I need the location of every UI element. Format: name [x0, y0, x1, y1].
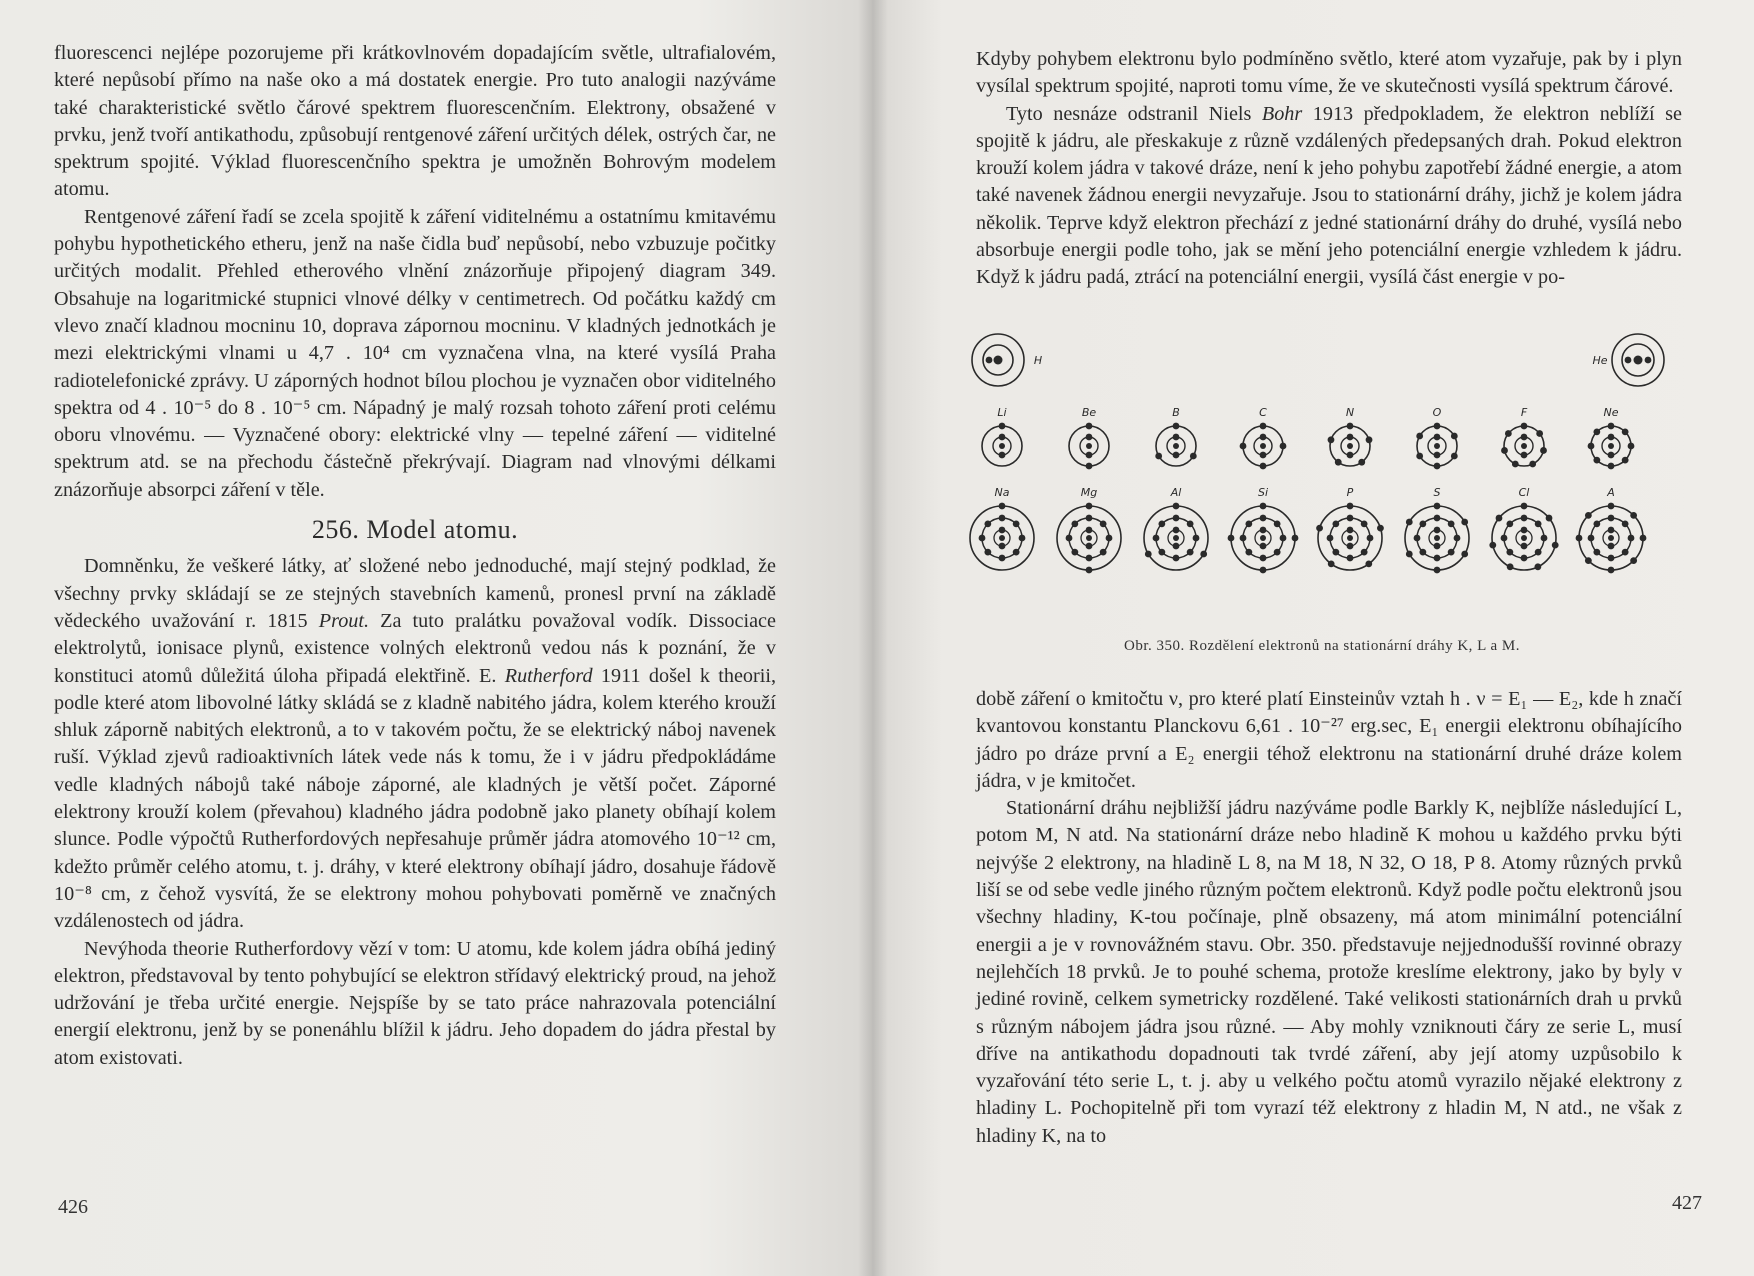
figure-caption: Obr. 350. Rozdělení elektronů na stationární dráhy K, L a M.: [1123, 638, 1521, 654]
atom-c-label: C: [1259, 406, 1267, 419]
atom-a-l-electron: [1593, 549, 1600, 556]
atom-na-label: Na: [994, 486, 1010, 499]
atom-na-k-electron: [999, 527, 1006, 534]
author-prout: Prout.: [318, 609, 370, 632]
atom-f-l-electron: [1540, 447, 1547, 454]
atom-n-l-electron: [1358, 459, 1365, 466]
atom-si-l-electron: [1274, 520, 1281, 527]
atom-cl-l-electron: [1521, 555, 1528, 562]
atom-o-l-electron: [1434, 463, 1441, 470]
atom-b-l-electron: [1173, 423, 1180, 430]
left-paragraph-2: Rentgenové záření řadí se zcela spojitě k záření viditelnému a ostatnímu kmitavému pohybu hypothetického etheru, jenž na naše čidla buď nepůsobí, nebo vzbuzuje počitky určitých modalit. Přehled etherového vlnění znázorňuje připojený diagram 349. Obsahuje na logaritmické stupnici vlnové délky v centimetrech. Od počátku každý cm vlevo značí kladnou mocninu 10, doprava zápornou mocninu. V kladných jednotkách je mezi elektrickými vlnami u 4,7 . 10⁴ cm vyznačena vlna, na které vysílá Praha radiotelefonické zprávy. U záporných hodnot bílou plochou je vyznačen obor viditelného spektra od 4 . 10⁻⁵ do 8 . 10⁻⁵ cm. Nápadný je malý rozsah tohoto záření proti celému oboru vlnovému. — Vyznačené obory: elektrické vlny — tepelné záření — viditelné spektrum atd. se na přechodu částečně překrývají. Diagram nad vlnovými délkami znázorňuje absorpci záření v těle.: [54, 205, 776, 501]
right-page: [872, 0, 1754, 1276]
atom-c-k-electron: [1260, 434, 1267, 441]
left-paragraph-3: [54, 553, 776, 935]
atom-f-label: F: [1520, 406, 1528, 419]
atom-li-k-electron: [999, 452, 1006, 459]
atom-o-l-electron: [1434, 423, 1441, 430]
atom-be-l-electron: [1086, 463, 1093, 470]
right-paragraph-3: době záření o kmitočtu ν, pro které platí Einsteinův vztah h . ν = E₁ — E₂, kde h značí kvantovou konstantu Planckovu 6,61 . 10⁻²⁷ erg.sec, E₁ energii elektronu obíhajícího jádro po dráze první a E₂ energii téhož elektronu na stationární druhé dráze kolem jádra, ν je kmitočet.: [976, 688, 1682, 792]
atom-si-nucleus: [1260, 535, 1266, 541]
right-page-text-bottom: [976, 686, 1682, 1150]
atom-mg-l-electron: [1071, 549, 1078, 556]
atom-ne-l-electron: [1628, 443, 1635, 450]
right-paragraph-4: Stationární dráhu nejbližší jádru nazýváme podle Barkly K, nejblíže následující L, potom M, N atd. Na stationární dráze nebo hladině K mohou u každého prvku býti nejvýše 2 elektrony, na hladině L 8, na M 18, N 32, O 18, P 8. Atomy různých prvků liší se od sebe vedle jiného různým počtem elektronů. Když podle počtu elektronů jsou všechny hladiny, K-tou počínaje, plně obsazeny, má atom minimální potenciální energii a je v rovnovážném stavu. Obr. 350. představuje nejjednodušší rovinné obrazy nejlehčích 18 prvků. Je to pouhé schema, protože kreslíme elektrony, jako by byly v jediné rovině, celkem symetricky rozdělené. Také velikosti stationárních drah u prvků s různým nábojem jádra jsou různé. — Aby mohly vzniknouti čáry ze serie L, musí dříve na antikathodu dopadnouti tak tvrdé záření, aby její atomy uzpůsobilo k vyzařování této serie L, t. j. aby u velkého počtu atomů vyrazilo nějaké elektrony z hladiny L. Pochopitelně při tom vyrazí též elektrony z hladin M, N atd., ne však z hladiny K, na to: [976, 797, 1682, 1147]
atom-o-l-electron: [1451, 453, 1458, 460]
atom-na-l-electron: [1013, 549, 1020, 556]
atom-p-l-electron: [1327, 535, 1334, 542]
atom-s-l-electron: [1448, 549, 1455, 556]
atom-na-k-electron: [999, 543, 1006, 550]
atom-a-m-electron: [1608, 567, 1615, 574]
atom-si-l-electron: [1274, 549, 1281, 556]
atom-al-m-electron: [1145, 551, 1152, 558]
atom-ne-k-electron: [1608, 434, 1615, 441]
atom-n-l-electron: [1335, 459, 1342, 466]
atom-si-label: Si: [1257, 486, 1269, 499]
atom-a-m-electron: [1576, 535, 1583, 542]
h-nucleus: [994, 356, 1003, 365]
atom-al-m-electron: [1173, 503, 1180, 510]
atom-cl-l-electron: [1501, 535, 1508, 542]
atom-cl-nucleus: [1521, 535, 1527, 541]
atom-a-m-electron: [1585, 557, 1592, 564]
atom-si-l-electron: [1245, 520, 1252, 527]
atom-p-k-electron: [1347, 543, 1354, 550]
atom-a-label: A: [1607, 486, 1615, 499]
atom-o-l-electron: [1416, 453, 1423, 460]
atom-p-m-electron: [1365, 560, 1372, 567]
atom-al-l-electron: [1187, 520, 1194, 527]
section-heading: 256. Model atomu.: [311, 515, 519, 545]
atom-cl-k-electron: [1521, 543, 1528, 550]
atom-cl-l-electron: [1506, 549, 1513, 556]
atom-s-l-electron: [1419, 549, 1426, 556]
atom-mg-k-electron: [1086, 543, 1093, 550]
atom-mg-m-electron: [1086, 567, 1093, 574]
atom-ne-l-electron: [1622, 457, 1629, 464]
atom-p-k-electron: [1347, 527, 1354, 534]
atom-cl-m-electron: [1507, 563, 1514, 570]
atom-cl-m-electron: [1534, 563, 1541, 570]
atom-p-m-electron: [1377, 525, 1384, 532]
atom-na-m-electron: [999, 503, 1006, 510]
atom-a-k-electron: [1608, 543, 1615, 550]
atom-n-nucleus: [1347, 443, 1353, 449]
atom-be-nucleus: [1086, 443, 1092, 449]
atom-o-nucleus: [1434, 443, 1440, 449]
atom-li-nucleus: [999, 443, 1005, 449]
atom-p-l-electron: [1361, 549, 1368, 556]
atom-al-l-electron: [1153, 535, 1160, 542]
atom-label-h: H: [1033, 354, 1043, 367]
atom-p-label: P: [1346, 486, 1354, 499]
atom-a-l-electron: [1593, 520, 1600, 527]
atom-s-l-electron: [1414, 535, 1421, 542]
atom-f-l-electron: [1512, 461, 1519, 468]
atom-a-l-electron: [1622, 520, 1629, 527]
para3-part-a: Domněnku, že veškeré látky, ať složené nebo jednoduché, mají stejný podklad, že všechny prvky skládají se ze stejných stavebních kamenů, pronesl první na základě vědeckého uvažování r. 1815: [54, 555, 776, 632]
atom-al-l-electron: [1193, 535, 1200, 542]
atom-na-l-electron: [979, 535, 986, 542]
atom-cl-label: Cl: [1518, 486, 1530, 499]
atom-s-m-electron: [1461, 519, 1468, 526]
atom-o-l-electron: [1416, 433, 1423, 440]
atom-be-k-electron: [1086, 434, 1093, 441]
atom-be-l-electron: [1086, 423, 1093, 430]
atom-ne-label: Ne: [1603, 406, 1619, 419]
h-electron: [986, 357, 993, 364]
atom-mg-l-electron: [1071, 520, 1078, 527]
atom-p-l-electron: [1332, 520, 1339, 527]
atom-s-l-electron: [1434, 515, 1441, 522]
atom-si-l-electron: [1260, 555, 1267, 562]
atom-a-l-electron: [1608, 555, 1615, 562]
atom-s-m-electron: [1434, 567, 1441, 574]
atom-cl-l-electron: [1541, 535, 1548, 542]
atom-al-l-electron: [1173, 515, 1180, 522]
atom-mg-nucleus: [1086, 535, 1092, 541]
atom-s-k-electron: [1434, 527, 1441, 534]
atom-p-l-electron: [1332, 549, 1339, 556]
atom-s-nucleus: [1434, 535, 1440, 541]
atom-cl-l-electron: [1521, 515, 1528, 522]
atom-a-l-electron: [1608, 515, 1615, 522]
book-gutter-shadow: [858, 0, 888, 1276]
atom-al-m-electron: [1200, 551, 1207, 558]
atom-s-m-electron: [1434, 503, 1441, 510]
right-paragraph-2: [976, 101, 1682, 292]
atom-ne-nucleus: [1608, 443, 1614, 449]
atom-a-l-electron: [1588, 535, 1595, 542]
atom-al-k-electron: [1173, 527, 1180, 534]
atom-al-k-electron: [1173, 543, 1180, 550]
atom-f-l-electron: [1501, 447, 1508, 454]
atom-mg-l-electron: [1086, 555, 1093, 562]
atom-n-label: N: [1345, 406, 1355, 419]
atom-mg-l-electron: [1106, 535, 1113, 542]
atom-na-l-electron: [999, 515, 1006, 522]
atom-al-l-electron: [1158, 520, 1165, 527]
atom-b-nucleus: [1173, 443, 1179, 449]
atom-al-nucleus: [1173, 535, 1179, 541]
atom-a-l-electron: [1622, 549, 1629, 556]
atom-mg-l-electron: [1086, 515, 1093, 522]
atom-label-he: He: [1592, 354, 1608, 367]
atom-a-m-electron: [1608, 503, 1615, 510]
atom-na-l-electron: [999, 555, 1006, 562]
atom-a-m-electron: [1585, 512, 1592, 519]
atom-b-k-electron: [1173, 452, 1180, 459]
atom-n-l-electron: [1347, 423, 1354, 430]
atom-cl-m-electron: [1489, 542, 1496, 549]
left-paragraph-1: fluorescenci nejlépe pozorujeme při krátkovlnovém dopadajícím světle, ultrafialovém, které nepůsobí přímo na naše oko a má dostatek energie. Pro tuto analogii nazýváme také charakteristické světlo čárové spektrem fluorescenčním. Elektrony, obsažené v prvku, jenž tvoří antikathodu, způsobují rentgenové záření určitých délek, ostrých čar, ne spektrum spojité. Výklad fluorescenčního spektra je umožněn Bohrovým modelem atomu.: [54, 42, 776, 201]
atom-si-k-electron: [1260, 527, 1267, 534]
atom-a-l-electron: [1628, 535, 1635, 542]
atom-na-l-electron: [984, 520, 991, 527]
atom-cl-l-electron: [1535, 520, 1542, 527]
atom-c-l-electron: [1240, 443, 1247, 450]
atom-na-l-electron: [984, 549, 991, 556]
para3-part-c: 1911 došel k theorii, podle které atom libovolné látky skládá se z kladně nabitého jádra, kolem kterého krouží shluk záporně nabitých elektronů, a to v takovém počtu, že se elektrický náboj navenek ruší. Výklad zjevů radioaktivních látek vede nás k tomu, že i v jádru předpokládáme vedle kladných nábojů také náboje záporné, ale kladných je větší počet. Záporné elektrony krouží kolem (převahou) kladného jádra podobně jako planety obíhají kolem slunce. Podle výpočtů Rutherfordových nepřesahuje průměr jádra atomového 10⁻¹² cm, kdežto průměr celého atomu, t. j. dráhy, v které elektrony obíhají jádro, dosahuje řádově 10⁻⁸ cm, z čehož vysvítá, že se elektrony mohou pohybovati poměrně ve značných vzdálenostech od jádra.: [54, 664, 776, 933]
atom-b-k-electron: [1173, 434, 1180, 441]
page-number-right: 427: [1672, 1192, 1702, 1214]
atom-n-k-electron: [1347, 434, 1354, 441]
atom-si-l-electron: [1240, 535, 1247, 542]
atom-a-m-electron: [1630, 557, 1637, 564]
atom-si-m-electron: [1260, 567, 1267, 574]
atom-si-m-electron: [1228, 535, 1235, 542]
atom-mg-l-electron: [1066, 535, 1073, 542]
atom-cl-k-electron: [1521, 527, 1528, 534]
atom-al-l-electron: [1173, 555, 1180, 562]
atom-na-nucleus: [999, 535, 1005, 541]
atom-cl-m-electron: [1546, 515, 1553, 522]
atom-o-l-electron: [1451, 433, 1458, 440]
atom-ne-l-electron: [1593, 457, 1600, 464]
atom-f-l-electron: [1521, 423, 1528, 430]
atom-a-m-electron: [1640, 535, 1647, 542]
atom-be-k-electron: [1086, 452, 1093, 459]
atom-f-l-electron: [1529, 461, 1536, 468]
author-bohr: Bohr: [1261, 102, 1303, 125]
atom-n-l-electron: [1328, 436, 1335, 443]
atom-mg-label: Mg: [1080, 486, 1098, 499]
atom-s-l-electron: [1419, 520, 1426, 527]
he-nucleus: [1634, 356, 1643, 365]
atom-f-l-electron: [1505, 430, 1512, 437]
atom-si-m-electron: [1260, 503, 1267, 510]
atom-ne-l-electron: [1622, 428, 1629, 435]
atom-si-l-electron: [1280, 535, 1287, 542]
atom-p-nucleus: [1347, 535, 1353, 541]
atom-c-l-electron: [1280, 443, 1287, 450]
atom-s-k-electron: [1434, 543, 1441, 550]
atom-ne-l-electron: [1608, 423, 1615, 430]
para2-part-b: 1913 předpokladem, že elektron neblíží se spojitě k jádru, ale přeskakuje z různě vzdálených předepsaných drah. Pokud elektron krouží kolem jádra v takové dráze, není k jeho pohybu zapotřebí žádné energie, a atom také navenek žádnou energii nevyzařuje. Jsou to stationární dráhy, jichž je kolem jádra několik. Teprve když elektron přechází z jedné stationární dráhy do druhé, vysílá nebo absorbuje energii podle toho, jak se mění jeho potenciální energie vzhledem k jádru. Když k jádru padá, ztrácí na potenciální energii, vysílá část energie v po-: [976, 102, 1682, 289]
atom-a-k-electron: [1608, 527, 1615, 534]
atom-be-label: Be: [1081, 406, 1097, 419]
atom-f-l-electron: [1536, 430, 1543, 437]
atom-s-l-electron: [1454, 535, 1461, 542]
atom-p-m-electron: [1347, 503, 1354, 510]
para2-part-a: Tyto nesnáze odstranil Niels: [1006, 102, 1262, 125]
author-rutherford: Rutherford: [504, 664, 593, 687]
para3-part-b: Za tuto pralátku považoval vodík. Dissociace elektrolytů, ionisace plynů, existence volných elektronů vedou nás k poznání, že v konstituci atomů důležitá úloha připadá elektřině. E.: [54, 609, 776, 687]
atom-n-k-electron: [1347, 452, 1354, 459]
atom-o-label: O: [1432, 406, 1442, 419]
atom-al-label: Al: [1170, 486, 1182, 499]
atom-s-l-electron: [1448, 520, 1455, 527]
atom-mg-l-electron: [1100, 549, 1107, 556]
page-number-left: 426: [58, 1196, 88, 1218]
atom-p-l-electron: [1347, 515, 1354, 522]
atom-na-l-electron: [1019, 535, 1026, 542]
atom-f-k-electron: [1521, 452, 1528, 459]
right-page-text-top: [976, 46, 1682, 292]
atom-al-l-electron: [1158, 549, 1165, 556]
atom-o-k-electron: [1434, 434, 1441, 441]
atom-cl-m-electron: [1552, 542, 1559, 549]
atom-mg-k-electron: [1086, 527, 1093, 534]
atom-li-label: Li: [997, 406, 1007, 419]
atom-c-l-electron: [1260, 463, 1267, 470]
atom-f-k-electron: [1521, 434, 1528, 441]
he-electron: [1645, 357, 1652, 364]
atom-f-nucleus: [1521, 443, 1527, 449]
atom-b-label: B: [1172, 406, 1180, 419]
atom-p-m-electron: [1316, 525, 1323, 532]
atom-na-l-electron: [1013, 520, 1020, 527]
atom-s-l-electron: [1434, 555, 1441, 562]
left-paragraph-4: Nevýhoda theorie Rutherfordovy vězí v tom: U atomu, kde kolem jádra obíhá jediný elektron, představoval by tento pohybující se elektron střídavý elektrický proud, na jehož udržování je třeba určité energie. Nejspíše by se tato práce nahrazovala potenciální energií elektronu, jenž by se ponenáhlu blížil k jádru. Jeho dopadem do jádra přestal by atom existovati.: [54, 937, 776, 1069]
atom-b-l-electron: [1155, 453, 1162, 460]
atom-si-l-electron: [1245, 549, 1252, 556]
he-electron: [1625, 357, 1632, 364]
atom-ne-l-electron: [1588, 443, 1595, 450]
atom-s-label: S: [1433, 486, 1441, 499]
atom-mg-m-electron: [1086, 503, 1093, 510]
atom-cl-l-electron: [1506, 520, 1513, 527]
atom-diagram-figure: [962, 332, 1682, 632]
atom-p-l-electron: [1347, 555, 1354, 562]
atom-ne-l-electron: [1608, 463, 1615, 470]
atom-c-k-electron: [1260, 452, 1267, 459]
atom-cl-l-electron: [1535, 549, 1542, 556]
atom-s-m-electron: [1461, 551, 1468, 558]
left-page-text: [54, 40, 776, 1072]
atom-ne-l-electron: [1593, 428, 1600, 435]
atom-li-k-electron: [999, 434, 1006, 441]
atom-p-m-electron: [1328, 560, 1335, 567]
atom-cl-m-electron: [1496, 515, 1503, 522]
atom-o-k-electron: [1434, 452, 1441, 459]
atom-al-l-electron: [1187, 549, 1194, 556]
atom-c-nucleus: [1260, 443, 1266, 449]
right-paragraph-1: Kdyby pohybem elektronu bylo podmíněno světlo, které atom vyzařuje, pak by i plyn vysílal spektrum spojité, naproti tomu víme, že ve skutečnosti vysílá spektrum čárové.: [976, 48, 1682, 98]
atom-a-nucleus: [1608, 535, 1614, 541]
atom-si-l-electron: [1260, 515, 1267, 522]
atom-c-l-electron: [1260, 423, 1267, 430]
atom-p-l-electron: [1361, 520, 1368, 527]
atom-ne-k-electron: [1608, 452, 1615, 459]
atom-li-l-electron: [999, 423, 1006, 430]
left-page: [0, 0, 872, 1276]
atom-s-m-electron: [1406, 551, 1413, 558]
atom-si-m-electron: [1292, 535, 1299, 542]
atom-b-l-electron: [1190, 453, 1197, 460]
atom-si-k-electron: [1260, 543, 1267, 550]
atom-a-m-electron: [1630, 512, 1637, 519]
atom-n-l-electron: [1366, 436, 1373, 443]
atom-mg-l-electron: [1100, 520, 1107, 527]
atom-p-l-electron: [1367, 535, 1374, 542]
atom-s-m-electron: [1406, 519, 1413, 526]
atom-cl-m-electron: [1521, 503, 1528, 510]
